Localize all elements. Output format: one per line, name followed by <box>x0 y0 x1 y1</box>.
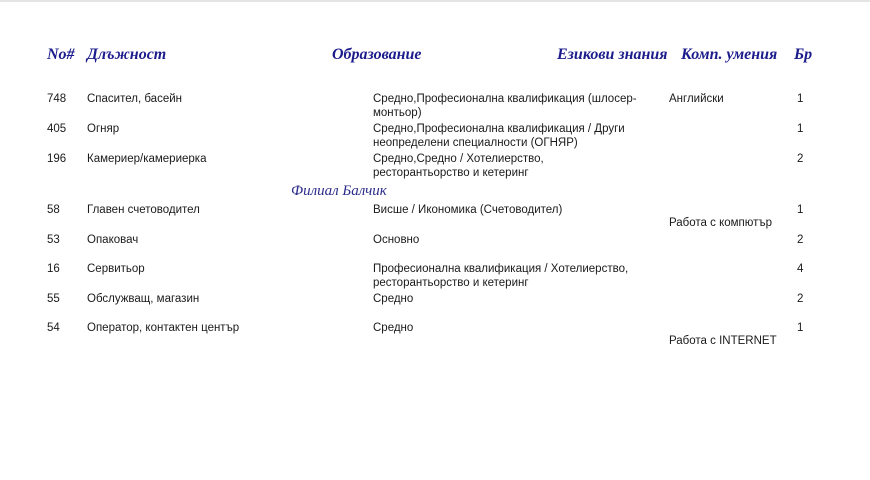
row-position: Обслужващ, магазин <box>87 293 200 305</box>
header-education: Образование <box>332 46 422 63</box>
header-position: Длъжност <box>87 46 167 63</box>
header-count: Бр <box>794 46 813 63</box>
row-no: 748 <box>47 93 67 105</box>
row-position: Камериер/камериерка <box>87 153 207 165</box>
row-no: 58 <box>47 204 60 216</box>
row-count: 2 <box>797 153 804 165</box>
row-education: Основно <box>373 234 420 246</box>
row-computer-skills: Работа с INTERNET <box>669 335 777 347</box>
row-education-cont: монтьор) <box>373 107 422 119</box>
row-education-cont: ресторантьорство и кетеринг <box>373 277 529 289</box>
top-border <box>0 0 870 2</box>
row-education-cont: неопределени специалности (ОГНЯР) <box>373 137 578 149</box>
row-education: Средно,Средно / Хотелиерство, <box>373 153 544 165</box>
row-no: 53 <box>47 234 60 246</box>
row-education-cont: ресторантьорство и кетеринг <box>373 167 529 179</box>
row-no: 54 <box>47 322 60 334</box>
row-no: 55 <box>47 293 60 305</box>
row-count: 1 <box>797 322 804 334</box>
row-position: Спасител, басейн <box>87 93 182 105</box>
row-no: 16 <box>47 263 60 275</box>
row-position: Оператор, контактен център <box>87 322 240 334</box>
header-no: No# <box>47 46 75 63</box>
row-no: 405 <box>47 123 67 135</box>
header-languages: Езикови знания <box>557 46 668 63</box>
row-position: Огняр <box>87 123 120 135</box>
row-count: 2 <box>797 293 804 305</box>
row-computer-skills: Работа с компютър <box>669 217 773 229</box>
section-title: Филиал Балчик <box>291 183 387 199</box>
row-position: Главен счетоводител <box>87 204 200 216</box>
row-count: 2 <box>797 234 804 246</box>
row-position: Сервитьор <box>87 263 145 275</box>
row-no: 196 <box>47 153 67 165</box>
row-position: Опаковач <box>87 234 139 246</box>
row-education: Средно,Професионална квалификация / Други <box>373 123 625 135</box>
row-count: 1 <box>797 204 804 216</box>
row-education: Средно <box>373 322 414 334</box>
row-count: 1 <box>797 93 804 105</box>
header-computer-skills: Комп. умения <box>681 46 778 63</box>
row-count: 1 <box>797 123 804 135</box>
row-education: Средно <box>373 293 414 305</box>
row-education: Професионална квалификация / Хотелиерство, <box>373 263 629 275</box>
row-languages: Английски <box>669 93 724 105</box>
row-education: Средно,Професионална квалификация (шлосер- <box>373 93 637 105</box>
row-education: Висше / Икономика (Счетоводител) <box>373 204 563 216</box>
row-count: 4 <box>797 263 804 275</box>
